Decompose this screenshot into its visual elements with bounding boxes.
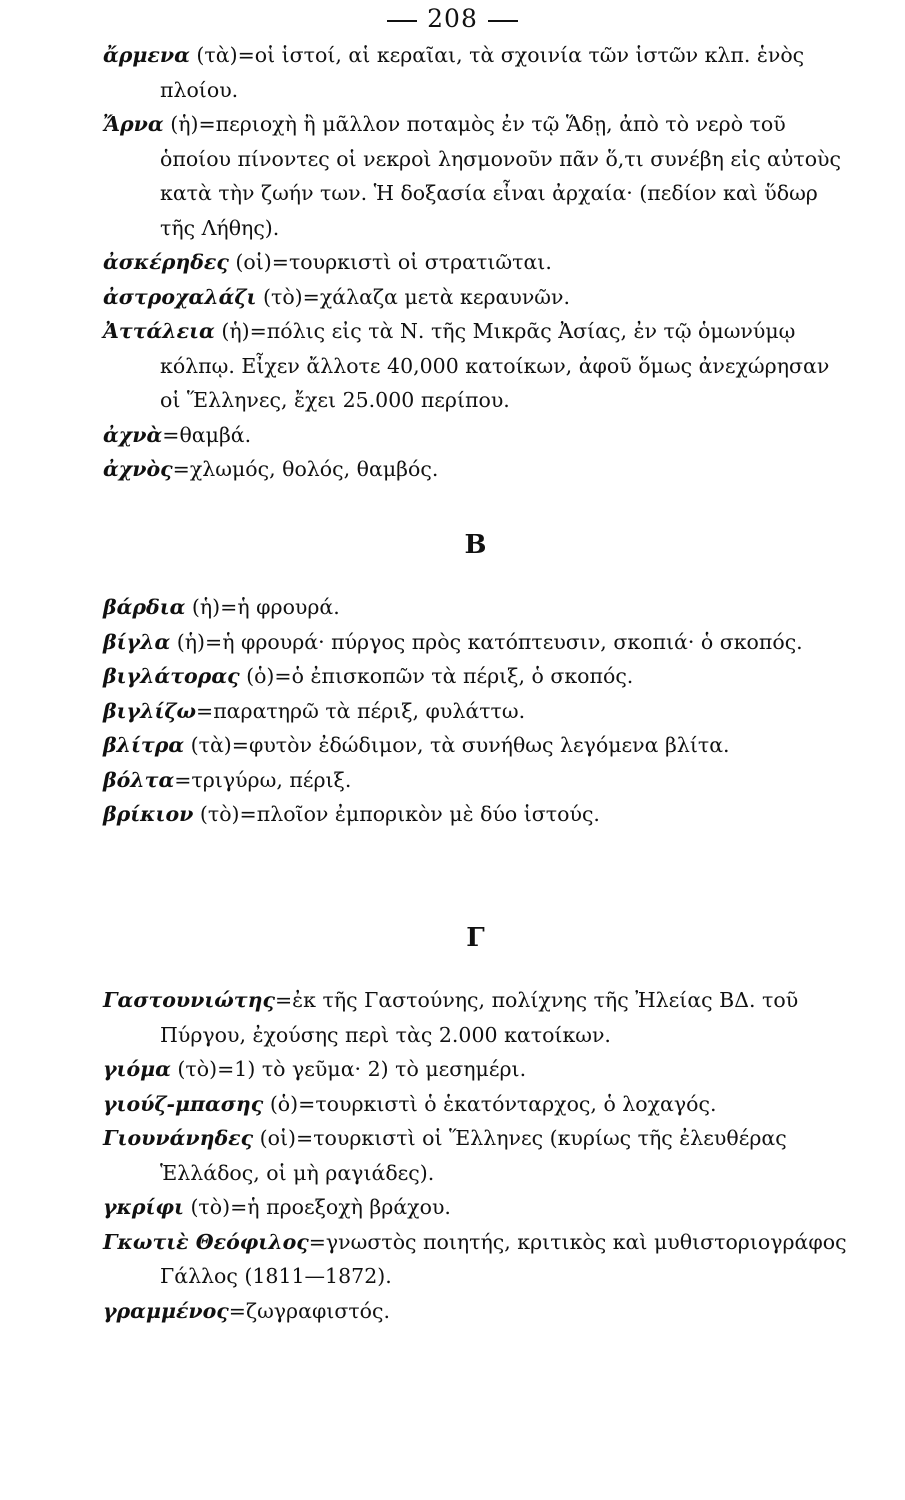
headword: βίγλα <box>103 629 171 654</box>
entry-attaleia <box>103 314 848 418</box>
definition: =γνωστὸς ποιητής, κριτικὸς καὶ μυθιστοριογράφος Γάλλος (1811—1872). <box>160 1229 847 1288</box>
headword: ἄρμενα <box>103 43 190 67</box>
definition: =ζωγραφιστός. <box>228 1298 391 1323</box>
definition: (ἡ)=ἡ φρουρά. <box>185 595 340 619</box>
headword: γιόμα <box>103 1057 171 1081</box>
headword: Γαστουνιώτης <box>103 988 275 1012</box>
entry-arna <box>103 107 848 245</box>
entry-astrochalazi <box>103 280 848 315</box>
definition: =τριγύρω, πέριξ. <box>174 767 352 792</box>
definition: =θαμβά. <box>162 422 252 447</box>
entry-giounanides <box>103 1121 848 1190</box>
headword: ἀσκέρηδες <box>103 250 229 274</box>
definition: (τὸ)=ἡ προεξοχὴ βράχου. <box>183 1195 451 1219</box>
definition: (ὁ)=τουρκιστὶ ὁ ἑκατόνταρχος, ὁ λοχαγός. <box>263 1091 717 1116</box>
entry-achnos <box>103 452 848 487</box>
section-gamma <box>103 893 848 1328</box>
entry-vigla <box>103 625 848 660</box>
definition: (ὁ)=ὁ ἐπισκοπῶν τὰ πέριξ, ὁ σκοπός. <box>239 664 634 688</box>
entry-volta <box>103 763 848 798</box>
entry-achna <box>103 418 848 453</box>
entry-giouz-mpasis <box>103 1087 848 1122</box>
definition: (ἡ)=ἡ φρουρά· πύργος πρὸς κατόπτευσιν, σκοπιά· ὁ σκοπός. <box>170 629 803 654</box>
page-number-dash-left <box>387 20 417 22</box>
definition: (ἡ)=περιοχὴ ἢ μᾶλλον ποταμὸς ἐν τῷ Ἅδῃ, ἀπὸ τὸ νερὸ τοῦ ὁποίου πίνοντες οἱ νεκροὶ λησμονοῦν πᾶν ὅ,τι συνέβη εἰς αὐτοὺς κατὰ τὴν ζωήν των. Ἡ δοξασία εἶναι ἀρχαία· (πεδίον καὶ ὕδωρ τῆς Λήθης). <box>160 112 841 240</box>
headword: ἀχνὸς <box>103 457 173 481</box>
headword: βλίτρα <box>103 733 185 757</box>
headword: βρίκιον <box>103 802 194 826</box>
headword: Γκωτιὲ Θεόφιλος <box>103 1229 309 1254</box>
definition: =ἐκ τῆς Γαστούνης, πολίχνης τῆς Ἠλείας ΒΔ. τοῦ Πύργου, ἐχούσης περὶ τὰς 2.000 κατοίκων. <box>160 988 799 1047</box>
section-alpha <box>103 38 848 487</box>
definition: (οἱ)=τουρκιστὶ οἱ στρατιῶται. <box>228 250 552 274</box>
entry-viglatoras <box>103 659 848 694</box>
page-number <box>0 4 905 33</box>
definition: (τὸ)=πλοῖον ἐμπορικὸν μὲ δύο ἱστούς. <box>193 802 600 826</box>
entry-askeredes <box>103 245 848 280</box>
entry-gkotie-theofilos <box>103 1225 848 1294</box>
definition: =παρατηρῶ τὰ πέριξ, φυλάττω. <box>196 698 526 723</box>
entry-armena <box>103 38 848 107</box>
headword: γραμμένος <box>103 1298 229 1323</box>
entry-gioma <box>103 1052 848 1087</box>
definition: (τὰ)=φυτὸν ἐδώδιμον, τὰ συνήθως λεγόμενα βλίτα. <box>184 733 730 757</box>
section-beta <box>103 500 848 832</box>
headword: Ἄρνα <box>103 112 164 136</box>
headword: βόλτα <box>103 767 175 792</box>
entry-gastouniotis <box>103 983 848 1052</box>
headword: Γιουνάνηδες <box>103 1126 254 1150</box>
headword: βάρδια <box>103 595 186 619</box>
page-number-dash-right <box>488 20 518 22</box>
section-letter-gamma: Γ <box>466 923 485 953</box>
entry-vlitra <box>103 728 848 763</box>
headword: βιγλάτορας <box>103 664 240 688</box>
definition: (τὸ)=1) τὸ γεῦμα· 2) τὸ μεσημέρι. <box>170 1057 527 1081</box>
entry-vardia <box>103 590 848 625</box>
headword: γκρίφι <box>103 1195 184 1219</box>
headword: βιγλίζω <box>103 698 197 723</box>
definition: (ἡ)=πόλις εἰς τὰ Ν. τῆς Μικρᾶς Ἀσίας, ἐν τῷ ὁμωνύμῳ κόλπῳ. Εἶχεν ἄλλοτε 40,000 κατοίκων, ἀφοῦ ὅμως ἀνεχώρησαν οἱ Ἕλληνες, ἔχει 25.000 περίπου. <box>160 319 830 412</box>
definition: (τὰ)=οἱ ἱστοί, αἱ κεραῖαι, τὰ σχοινία τῶν ἱστῶν κλπ. ἑνὸς πλοίου. <box>160 43 805 102</box>
entry-viglizo <box>103 694 848 729</box>
definition: (οἱ)=τουρκιστὶ οἱ Ἕλληνες (κυρίως τῆς ἐλευθέρας Ἑλλάδος, οἱ μὴ ραγιάδες). <box>160 1126 787 1185</box>
headword: Ἀττάλεια <box>103 319 215 343</box>
entry-gkrifi <box>103 1190 848 1225</box>
section-letter-beta: Β <box>464 530 487 560</box>
definition: (τὸ)=χάλαζα μετὰ κεραυνῶν. <box>256 284 571 309</box>
entry-vrikion <box>103 797 848 832</box>
definition: =χλωμός, θολός, θαμβός. <box>172 457 439 481</box>
headword: ἀστροχαλάζι <box>103 284 257 309</box>
headword: ἀχνὰ <box>103 422 163 447</box>
entry-grammenos <box>103 1294 848 1329</box>
page-number-value: 208 <box>427 4 478 33</box>
headword: γιούζ-μπασης <box>103 1091 264 1116</box>
